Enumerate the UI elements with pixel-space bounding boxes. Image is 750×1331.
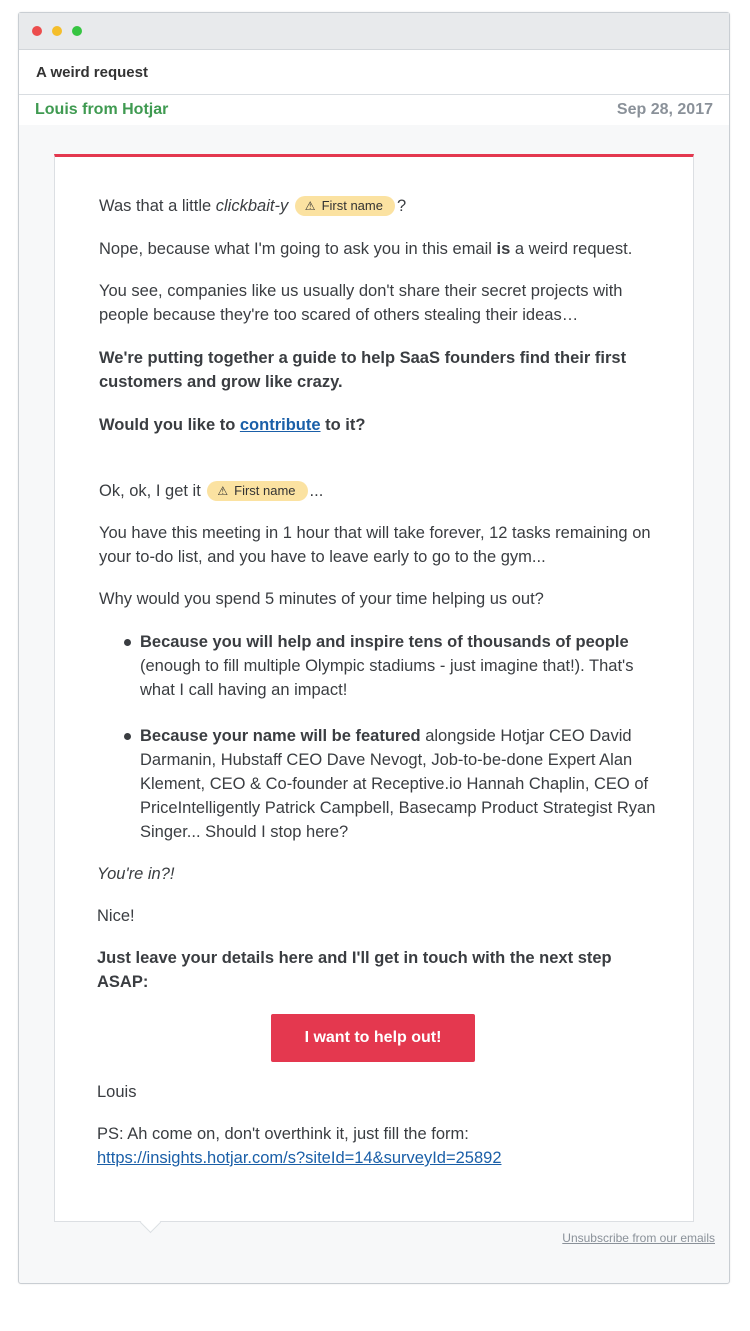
bold-text: Because your name will be featured (140, 727, 421, 745)
text: ... (309, 482, 324, 500)
card-notch (140, 1212, 161, 1233)
reasons-list (98, 630, 658, 844)
italic-text: clickbait-y (215, 197, 289, 215)
text: PS: Ah come on, don't overthink it, just fill the form: (97, 1125, 469, 1143)
paragraph-ps (97, 1122, 657, 1170)
minimize-window-icon[interactable] (52, 26, 62, 36)
survey-link[interactable]: https://insights.hotjar.com/s?siteId=14&surveyId=25892 (97, 1149, 502, 1167)
help-out-button[interactable]: I want to help out! (271, 1014, 475, 1062)
paragraph-companies: You see, companies like us usually don't share their secret projects with people because they're too scared of others stealing their ideas… (99, 282, 623, 324)
first-name-tag (207, 481, 307, 501)
email-subject-text: A weird request (36, 63, 148, 81)
text: Nope, because what I'm going to ask you in this email (99, 240, 497, 258)
email-body-card (54, 154, 694, 1222)
email-window (18, 12, 730, 1284)
unsubscribe-link[interactable]: Unsubscribe from our emails (562, 1231, 715, 1245)
warning-icon: ⚠ (217, 484, 229, 498)
paragraph-why: Why would you spend 5 minutes of your time helping us out? (99, 590, 544, 608)
paragraph-leave-details: Just leave your details here and I'll get in touch with the next step ASAP: (97, 949, 612, 991)
paragraph-nice: Nice! (97, 907, 135, 925)
tag-label: First name (234, 483, 296, 498)
contribute-link[interactable]: contribute (239, 416, 321, 434)
text: Was that a little (99, 197, 216, 215)
paragraph-meeting: You have this meeting in 1 hour that will take forever, 12 tasks remaining on your to-do list, and you have to leave early to go to the gym... (99, 524, 651, 566)
warning-icon: ⚠ (304, 199, 316, 213)
email-sender: Louis from Hotjar (35, 101, 169, 118)
text: Ok, ok, I get it (99, 482, 206, 500)
list-item (98, 630, 658, 702)
paragraph-contribute (99, 413, 659, 437)
text: alongside Hotjar CEO David Darmanin, Hubstaff CEO Dave Nevogt, Job-to-be-done Expert Alan Klement, CEO & Co-founder at Receptive.io Hannah Chaplin, CEO of PriceIntelligently Patrick Campbell, Basecamp Product Strategist Ryan Singer... Should I stop here? (140, 727, 656, 841)
paragraph-ok (99, 479, 659, 503)
text: a weird request. (510, 240, 633, 258)
tag-label: First name (321, 198, 383, 213)
paragraph-weird-request (99, 237, 659, 261)
window-titlebar (19, 13, 729, 50)
paragraph-youre-in: You're in?! (97, 865, 175, 883)
paragraph-guide: We're putting together a guide to help SaaS founders find their first customers and grow like crazy. (99, 349, 627, 391)
close-window-icon[interactable] (32, 26, 42, 36)
first-name-tag (295, 196, 395, 216)
list-item (98, 724, 658, 844)
bold-text: Because you will help and inspire tens of thousands of people (140, 633, 629, 651)
email-meta (19, 95, 729, 125)
text: Would you like to (99, 416, 240, 434)
text: ? (396, 197, 407, 215)
maximize-window-icon[interactable] (72, 26, 82, 36)
text: (enough to fill multiple Olympic stadiums - just imagine that!). That's what I call having an impact! (140, 657, 634, 699)
email-date: Sep 28, 2017 (616, 101, 713, 118)
email-subject (19, 50, 729, 95)
bold-text: is (496, 240, 511, 258)
paragraph-clickbait (99, 194, 659, 218)
text: to it? (320, 416, 366, 434)
signature: Louis (97, 1083, 137, 1101)
